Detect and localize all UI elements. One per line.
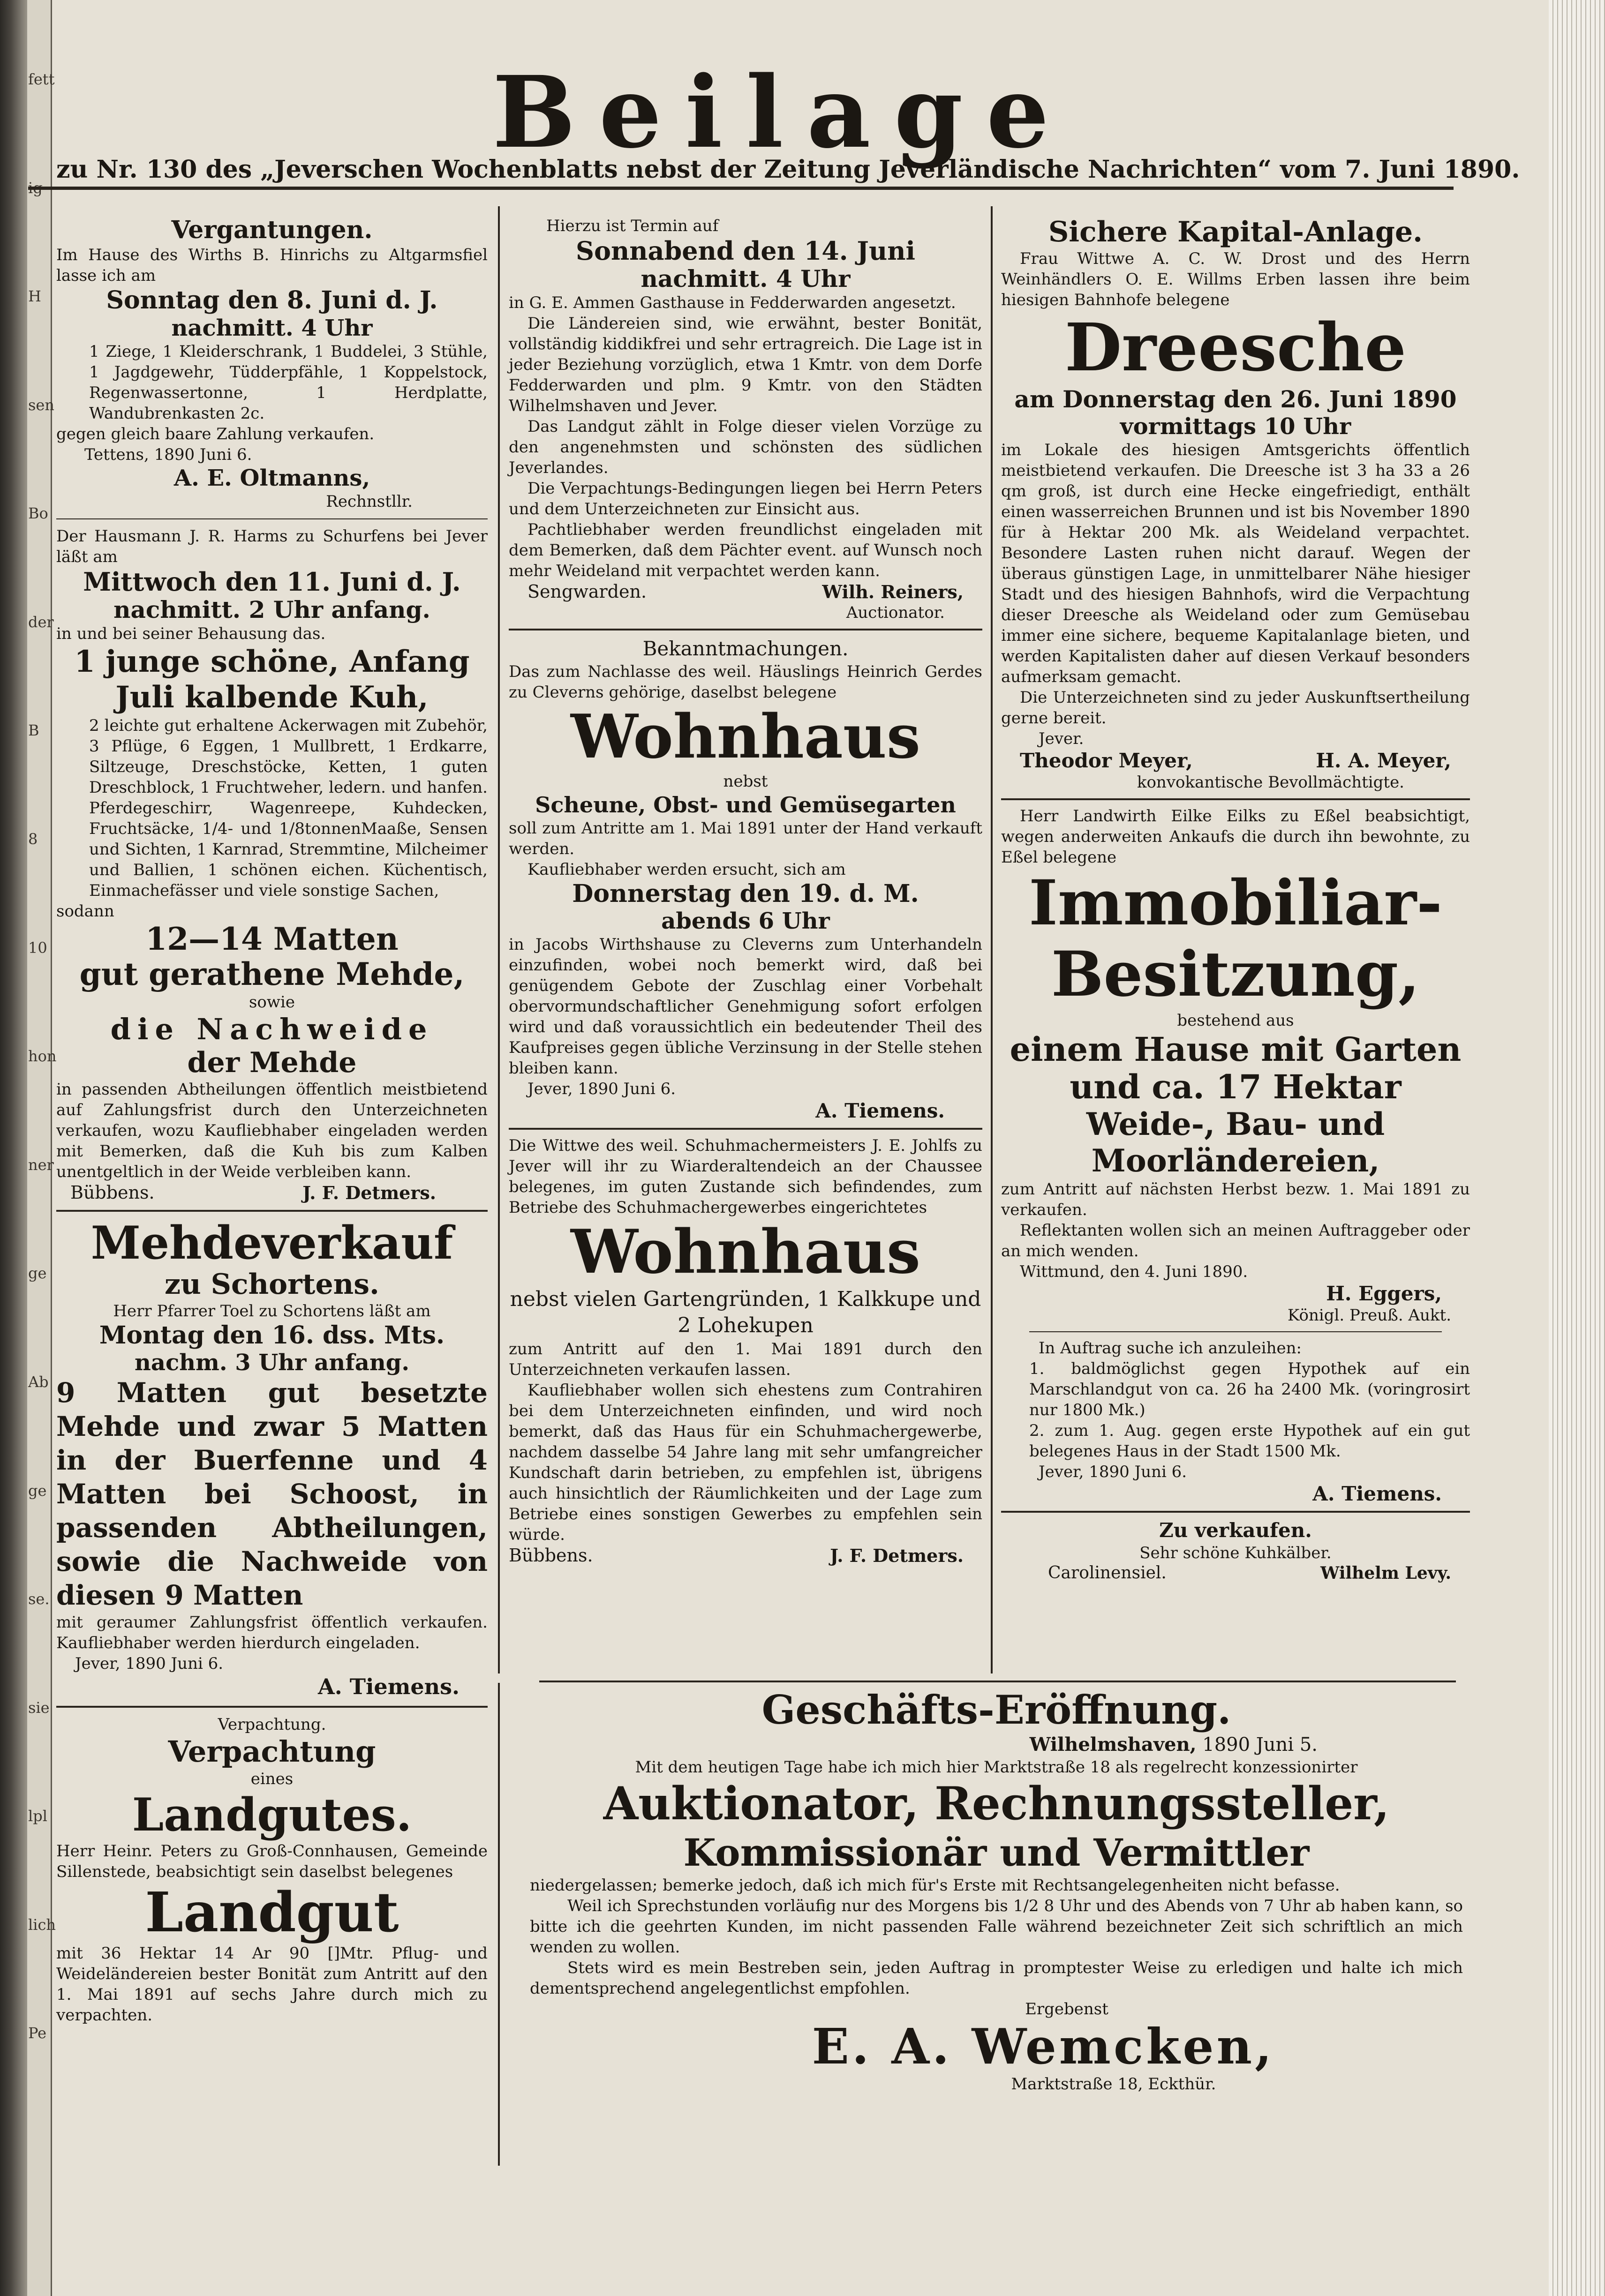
ad-where: in G. E. Ammen Gasthause in Fedderwarden angesetzt. (509, 293, 956, 312)
divider (1001, 798, 1470, 800)
ad-headline2: Besitzung, (1051, 938, 1420, 1011)
edge-fragment: fett (28, 70, 55, 88)
ad-line1: einem Hause mit Garten (1010, 1030, 1462, 1069)
divider (1001, 1511, 1470, 1513)
ad-headline: Mehdeverkauf (90, 1216, 453, 1269)
ad-line2: Kommissionär und Vermittler (683, 1831, 1310, 1875)
ad-sub: zu Schortens. (165, 1268, 379, 1301)
ad-text: zum Antritt auf nächsten Herbst bezw. 1. Mai 1891 zu verkaufen. (1001, 1180, 1470, 1219)
ad-intro: Im Hause des Wirths B. Hinrichs zu Altgarmsfiel lasse ich am (56, 246, 488, 285)
ad-p2: Weil ich Sprechstunden vorläufig nur des Morgens bis 1/2 8 Uhr und des Abends von 7 Uhr ab haben kann, so bitte ich die geehrten Kunden, im nicht passenden Falle während bezeichneter Zeit sich schriftlich an mich wenden zu wollen. (530, 1897, 1463, 1957)
ad-sub: nebst vielen Gartengründen, 1 Kalkkupe und 2 Lohekupen (510, 1287, 981, 1337)
ad-place: Jever, 1890 Juni 6. (527, 1080, 676, 1098)
ad-signer: A. Tiemens. (318, 1674, 460, 1699)
edge-fragment: lpl (28, 1807, 47, 1825)
ad-signer-title: Königl. Preuß. Aukt. (1288, 1306, 1451, 1325)
ad-intro: Herr Landwirth Eilke Eilks zu Eßel beabsichtigt, wegen anderweiten Ankaufs die durch ihn bewohnte, zu Eßel belegene (1001, 807, 1470, 867)
ad-time: nachmitt. 4 Uhr (640, 265, 851, 293)
masthead-subtitle: zu Nr. 130 des „Jeverschen Wochenblatts nebst der Zeitung Jeverländische Nachrichten“ vom 7. Juni 1890. (56, 155, 1520, 184)
ad-geschaefts-eroeffnung (530, 1688, 1463, 2094)
ad-date: am Donnerstag den 26. Juni 1890 (1014, 385, 1457, 413)
masthead-title: Beilage (492, 54, 1073, 170)
ad-date: Sonntag den 8. Juni d. J. (106, 286, 438, 315)
ad-signature (1001, 749, 1470, 772)
ad-p1: niedergelassen; bemerke jedoch, daß ich mich für's Erste mit Rechtsangelegenheiten nicht befasse. (530, 1876, 1340, 1895)
ad-der-mehde: der Mehde (187, 1046, 357, 1079)
ad-verpachtung (56, 1714, 488, 2026)
signer-2: H. A. Meyer, (1316, 749, 1451, 772)
divider (509, 1128, 982, 1130)
ad-time: abends 6 Uhr (661, 908, 830, 934)
edge-fragment: H (28, 287, 41, 305)
ad-body: im Lokale des hiesigen Amtsgerichts öffentlich meistbietend verkaufen. Die Dreesche ist 3 ha 33 a 26 qm groß, ist durch eine Hecke eingefriedigt, enthält einen wasserreichen Brunnen und ist bis November 1890 für à Hektar 200 Mk. als Weideland verpachtet. Besondere Lasten ruhen nicht darauf. Wegen der überaus günstigen Lage, in unmittelbarer Nähe hiesiger Stadt und des hiesigen Bahnhofs, wird die Verpachtung dieser Dreesche als Weideland oder zum Gemüsebau immer eine sichere, bequeme Kapitalanlage bieten, und werden Kapitalisten daher auf diesen Verkauf besonders aufmerksam gemacht. (1001, 441, 1470, 686)
ad-headline2: Landgutes. (132, 1788, 412, 1841)
ad-terms: gegen gleich baare Zahlung verkaufen. (56, 425, 375, 443)
ad-text: soll zum Antritte am 1. Mai 1891 unter der Hand verkauft werden. (509, 819, 982, 858)
ad-intro: Das zum Nachlasse des weil. Häuslings Heinrich Gerdes zu Cleverns gehörige, daselbst belegene (509, 662, 982, 702)
ad-time: nachm. 3 Uhr anfang. (134, 1350, 410, 1376)
ad-headline1: Immobiliar- (1029, 867, 1442, 939)
divider (509, 629, 982, 630)
ad-headline3: Landgut (145, 1881, 399, 1944)
ad-text: mit geraumer Zahlungsfrist öffentlich verkaufen. Kaufliebhaber werden hierdurch eingeladen. (56, 1613, 488, 1652)
sign-place: Bübbens. (70, 1182, 155, 1203)
ad-matten: 12—14 Matten (145, 921, 399, 957)
ad-heading: Vergantungen. (171, 216, 373, 244)
ad-headline: Wohnhaus (571, 702, 920, 772)
ad-intro: Die Wittwe des weil. Schuhmachermeisters J. E. Johlfs zu Jever will ihr zu Wiarderaltendeich an der Chaussee belegenes, im guten Zustande sich befindendes, zum Betriebe des Schuhmachergewerbes eingerichtetes (509, 1136, 982, 1217)
edge-fragment: ge (28, 1264, 47, 1282)
ad-signature (509, 1545, 982, 1566)
divider (56, 1210, 488, 1212)
ad-date: Mittwoch den 11. Juni d. J. (83, 567, 461, 597)
ad-body: Kaufliebhaber wollen sich ehestens zum Contrahiren bei dem Unterzeichneten einfinden, und wird noch bemerkt, daß das Haus für ein Schuhmachergewerbe, nachdem dasselbe 54 Jahre lang mit sehr umfangreicher Kundschaft darin betrieben, zu empfehlen ist, übrigens auch hinsichtlich der Räumlichkeiten und der Lage zum Betriebe eines sonstigen Gewerbes zu empfehlen sein würde. (509, 1381, 982, 1544)
ad-line3: Weide-, Bau- und Moorländereien, (1086, 1106, 1385, 1179)
column-3 (1001, 216, 1470, 1583)
ad-item2: 2. zum 1. Aug. gegen erste Hypothek auf ein gut belegenes Haus in der Stadt 1500 Mk. (1029, 1421, 1470, 1461)
ad-nebst: nebst (723, 772, 768, 791)
ad-text: Herr Heinr. Peters zu Groß-Connhausen, Gemeinde Sillenstede, beabsichtigt sein daselbst belegenes (56, 1842, 488, 1881)
ad-body: in Jacobs Wirthshause zu Cleverns zum Unterhandeln einzufinden, wobei noch bemerkt wird, daß bei genügendem Gebote der Zuschlag einer Vorbehalt obervormundschaftlicher Genehmigung sofort erfolgen wird und daß voraussichtlich ein bedeutender Theil des Kaufpreises gegen übliche Verzinsung in der Stelle stehen bleiben kann. (509, 935, 982, 1078)
column-rule-2 (991, 206, 993, 1673)
ad-signer-title: Auctionator. (846, 603, 945, 622)
ad-where: in und bei seiner Behausung das. (56, 624, 326, 643)
edge-fragment: se. (28, 1590, 50, 1608)
ad-intro: Hierzu ist Termin auf (546, 217, 719, 235)
ad-place: Wittmund, den 4. Juni 1890. (1020, 1262, 1248, 1281)
ad-sowie: sowie (249, 993, 295, 1012)
ad-signer: A. Tiemens. (1312, 1482, 1442, 1505)
ad-signature (509, 581, 982, 602)
ad-line2: und ca. 17 Hektar (1070, 1067, 1402, 1106)
ad-signer-title: konvokantische Bevollmächtigte. (1137, 773, 1404, 792)
ad-kuhkaelber (1001, 1518, 1470, 1583)
signer: J. F. Detmers. (830, 1545, 964, 1566)
ad-wohnhaus-gerdes (509, 636, 982, 1122)
bottom-ad-top-rule (539, 1681, 1456, 1682)
ad-headline: Wohnhaus (571, 1217, 920, 1287)
ad-heading: Bekanntmachungen. (642, 637, 849, 660)
ad-date: Donnerstag den 19. d. M. (572, 879, 919, 908)
ad-date: Sonnabend den 14. Juni (576, 236, 915, 266)
ad-item1: 1. baldmöglichst gegen Hypothek auf ein Marschlandgut von ca. 26 ha 2400 Mk. (voringrosirt nur 1800 Mk.) (1029, 1359, 1470, 1419)
ad-nachweide: die Nachweide (110, 1012, 434, 1046)
page-stack-edge (1549, 0, 1605, 2296)
ad-intro: Der Hausmann J. R. Harms zu Schurfens bei Jever läßt am (56, 527, 488, 566)
edge-fragment: der (28, 613, 54, 631)
ad-items: 2 leichte gut erhaltene Ackerwagen mit Zubehör, 3 Pflüge, 6 Eggen, 1 Mullbrett, 1 Erdkarre, Siltzeuge, Dreschstöcke, Ketten, 1 guten Dreschblock, 1 Fruchtweher, ledern. und hanfen. Pferdegeschirr, Wagenreepe, Kuhdecken, Fruchtsäcke, 1/4- und 1/8tonnenMaaße, Sensen und Sichten, 1 Karnrad, Stremmtine, Milcheimer und Ballien, 1 schönen eichen. Küchentisch, Einmachefässer und viele sonstige Sachen, (89, 716, 488, 900)
edge-fragment: ner (28, 1156, 54, 1174)
edge-fragment: Pe (28, 2024, 47, 2042)
signer: Wilhelm Levy. (1320, 1563, 1451, 1583)
ad-heading: Verpachtung. (218, 1715, 326, 1734)
ad-dateline (530, 1733, 1463, 1757)
ad-address: Marktstraße 18, Eckthür. (1011, 2075, 1216, 2093)
ad-harms-kuh (56, 526, 488, 1203)
ad-signer-title: Rechnstllr. (326, 492, 413, 511)
ad-invite: Kaufliebhaber werden ersucht, sich am (527, 860, 846, 879)
ad-p3: Stets wird es mein Bestreben sein, jeden Auftrag in promptester Weise zu erledigen und halte ich mich dementsprechend angelegentlichst empfohlen. (530, 1958, 1463, 1998)
edge-fragment: lich (28, 1916, 56, 1934)
ad-time: vormittags 10 Uhr (1120, 413, 1351, 440)
ad-headline: Dreesche (1064, 309, 1407, 386)
edge-fragment: ge (28, 1482, 47, 1500)
ad-immobiliar (1001, 806, 1470, 1326)
ad-anleihe (1001, 1338, 1470, 1505)
ad-signer: A. E. Oltmanns, (173, 465, 370, 491)
ad-place: Wilhelmshaven, (1029, 1733, 1197, 1756)
ad-signature (56, 1182, 488, 1203)
ad-intro: Herr Pfarrer Toel zu Schortens läßt am (113, 1302, 431, 1321)
edge-fragment: 8 (28, 830, 38, 848)
ad-intro: Mit dem heutigen Tage habe ich mich hier Marktstraße 18 als regelrecht konzessionirter (635, 1758, 1358, 1777)
sign-place: Carolinensiel. (1048, 1563, 1167, 1583)
ad-text2: mit 36 Hektar 14 Ar 90 []Mtr. Pflug- und Weideländereien bester Bonität zum Antritt auf den 1. Mai 1891 auf sechs Jahre durch mich zu verpachten. (56, 1944, 488, 2025)
ad-time: nachmitt. 2 Uhr anfang. (113, 596, 430, 623)
ad-mehde: gut gerathene Mehde, (79, 956, 465, 992)
ad-sub: Scheune, Obst- und Gemüsegarten (535, 792, 956, 818)
edge-fragment: sie (28, 1699, 50, 1717)
ad-sub: bestehend aus (1177, 1011, 1294, 1030)
ad-headline: 1 junge schöne, Anfang Juli kalbende Kuh, (74, 644, 470, 715)
ad-intro: Frau Wittwe A. C. W. Drost und des Herrn Weinhändlers O. E. Willms Erben lassen ihre beim hiesigen Bahnhofe belegene (1001, 249, 1470, 309)
edge-fragment: hon (28, 1047, 57, 1065)
ad-mehdeverkauf (56, 1218, 488, 1699)
ad-text: zum Antritt auf den 1. Mai 1891 durch den Unterzeichneten verkaufen lassen. (509, 1340, 982, 1379)
ad-p3: Die Verpachtungs-Bedingungen liegen bei Herrn Peters und dem Unterzeichneten zur Einsicht aus. (509, 479, 982, 518)
ad-p2: Die Unterzeichneten sind zu jeder Auskunftsertheilung gerne bereit. (1001, 688, 1470, 728)
ad-line1: Auktionator, Rechnungssteller, (603, 1777, 1390, 1830)
ad-signer: A. Tiemens. (815, 1099, 945, 1122)
column-rule-1 (498, 206, 500, 1673)
ad-place: Jever, 1890 Juni 6. (1039, 1463, 1187, 1481)
book-binding (0, 0, 27, 2296)
ad-body: 9 Matten gut besetzte Mehde und zwar 5 Matten in der Buerfenne und 4 Matten bei Schoost, in passenden Abtheilungen, sowie die Nachweide von diesen 9 Matten (56, 1377, 488, 1611)
edge-fragment: B (28, 721, 39, 739)
divider (56, 518, 488, 519)
ad-vergantungen (56, 216, 488, 512)
ad-text: in passenden Abtheilungen öffentlich meistbietend auf Zahlungsfrist durch den Unterzeichneten verkaufen, wozu Kaufliebhaber eingeladen werden mit Bemerken, daß die Kuh bis zum Kalben unentgeltlich in der Weide verbleiben kann. (56, 1080, 488, 1181)
ad-name: E. A. Wemcken, (812, 2018, 1275, 2075)
edge-fragment: Ab (28, 1373, 49, 1391)
ad-place: Jever. (1039, 729, 1084, 748)
divider (56, 1706, 488, 1708)
ad-landgut-termin (509, 216, 982, 623)
ad-signature (1001, 1563, 1470, 1583)
ad-headline: Geschäfts-Eröffnung. (761, 1687, 1231, 1733)
adjacent-page-edge (27, 0, 57, 2296)
signer: Wilh. Reiners, (822, 581, 964, 602)
ad-heading: Sichere Kapital-Anlage. (1048, 216, 1423, 248)
edge-fragment: 10 (28, 939, 47, 957)
column-1 (56, 216, 488, 2026)
column-rule-3 (498, 1683, 500, 2166)
ad-intro: In Auftrag suche ich anzuleihen: (1039, 1339, 1302, 1358)
ad-date: Montag den 16. dss. Mts. (99, 1321, 445, 1350)
divider (1029, 1331, 1442, 1332)
signer-1: Theodor Meyer, (1020, 749, 1193, 772)
column-2 (509, 216, 982, 1566)
ad-signer: H. Eggers, (1326, 1282, 1442, 1305)
ad-place: Tettens, 1890 Juni 6. (84, 445, 252, 464)
signer: J. F. Detmers. (302, 1182, 436, 1203)
ad-place: Jever, 1890 Juni 6. (75, 1654, 224, 1673)
ad-headline1: Verpachtung (168, 1734, 376, 1769)
ad-time: nachmitt. 4 Uhr (171, 315, 373, 341)
ad-dreesche (1001, 216, 1470, 793)
ad-heading: Zu verkaufen. (1159, 1519, 1312, 1542)
ad-p4: Pachtliebhaber werden freundlichst eingeladen mit dem Bemerken, daß dem Pächter event. auf Wunsch noch mehr Weideland mit verpachtet werden kann. (509, 520, 982, 580)
ad-items: 1 Ziege, 1 Kleiderschrank, 1 Buddelei, 3 Stühle, 1 Jagdgewehr, Tüdderpfähle, 1 Koppelstock, Regenwassertonne, 1 Herdplatte, Wandubrenkasten 2c. (89, 342, 488, 423)
ad-p2: Reflektanten wollen sich an meinen Auftraggeber oder an mich wenden. (1001, 1221, 1470, 1261)
masthead-rule (28, 187, 1454, 190)
edge-fragment: sen (28, 396, 54, 414)
sign-place: Bübbens. (509, 1545, 593, 1566)
ad-date: 1890 Juni 5. (1202, 1734, 1318, 1756)
ad-p1: Die Ländereien sind, wie erwähnt, bester Bonität, vollständig kiddikfrei und sehr ertragreich. Die Lage ist in jeder Beziehung vorzüglich, etwa 1 Kmtr. von dem Dorfe Fedderwarden und plm. 9 Kmtr. von den Städten Wilhelmshaven und Jever. (509, 314, 982, 415)
ad-text: Sehr schöne Kuhkälber. (1139, 1544, 1332, 1562)
ad-p2: Das Landgut zählt in Folge dieser vielen Vorzüge zu den angenehmsten und schönsten des südlichen Jeverlandes. (509, 417, 982, 477)
ad-sodann: sodann (56, 902, 114, 921)
edge-fragment: Bo (28, 504, 48, 522)
ad-eines: eines (250, 1770, 294, 1788)
ad-ergebenst: Ergebenst (1025, 2000, 1108, 2018)
ad-wohnhaus-johlfs (509, 1135, 982, 1566)
sign-place: Sengwarden. (527, 581, 647, 602)
